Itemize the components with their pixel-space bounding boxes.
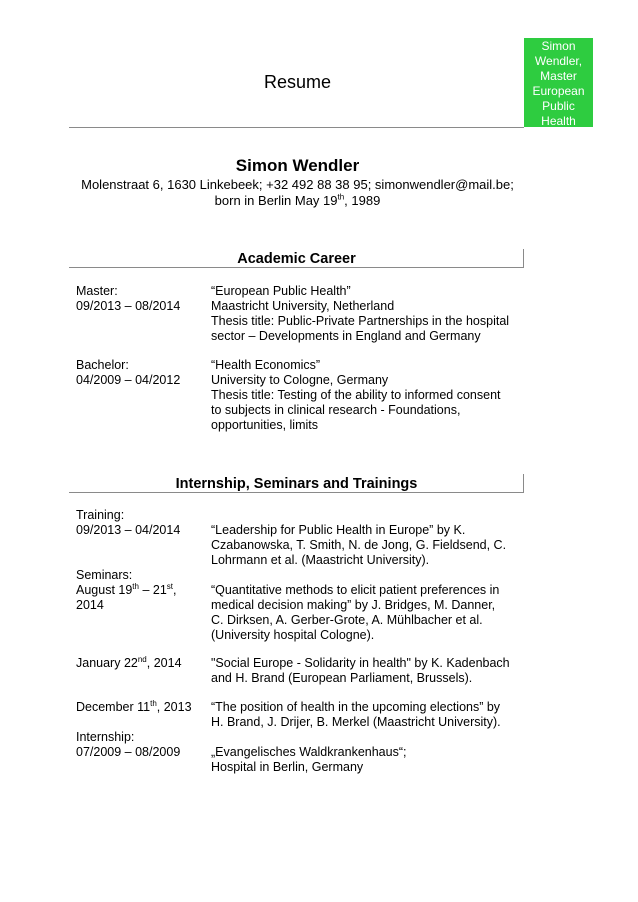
seminar-date: December 11th, 2013: [76, 698, 192, 714]
person-name: Simon Wendler: [235, 156, 360, 175]
degree-details: “Health Economics” University to Cologne, Germany Thesis title: Testing of the ability to informed consent to subjects in clinical research - Foundations, opportunities, limits: [211, 358, 501, 432]
degree-label: Bachelor: 04/2009 – 04/2012: [76, 358, 181, 387]
badge-line: Health: [541, 114, 576, 128]
badge-line: European: [532, 84, 585, 98]
badge-line: Simon: [541, 39, 576, 53]
degree-label: Master: 09/2013 – 08/2014: [76, 284, 181, 313]
training-details: “Leadership for Public Health in Europe” by K. Czabanowska, T. Smith, N. de Jong, G. Fieldsend, C. Lohrmann et al. (Maastricht University).: [211, 523, 507, 567]
title-divider: [69, 127, 524, 128]
seminar-details: “The position of health in the upcoming elections” by H. Brand, J. Drijer, B. Merkel (Maastricht University).: [211, 700, 501, 729]
internship-label: Internship: 07/2009 – 08/2009: [76, 730, 181, 759]
badge-line: Public: [542, 99, 575, 113]
birth-line: born in Berlin May 19th, 1989: [214, 192, 381, 208]
badge-line: Wendler,: [534, 54, 583, 68]
address-line: Molenstraat 6, 1630 Linkebeek; +32 492 88 38 95; simonwendler@mail.be;: [81, 177, 514, 192]
document-title: Resume: [263, 72, 332, 92]
training-label: Training: 09/2013 – 04/2014: [76, 508, 181, 537]
degree-details: “European Public Health” Maastricht University, Netherland Thesis title: Public-Private Partnerships in the hospital sector – Developments in England and Germany: [211, 284, 510, 343]
academic-section-title: Academic Career: [237, 251, 356, 267]
seminar-date: Seminars: August 19th – 21st, 2014: [76, 568, 177, 612]
seminar-date: January 22nd, 2014: [76, 654, 182, 670]
internship-details: „Evangelisches Waldkrankenhaus“; Hospital in Berlin, Germany: [211, 745, 407, 774]
badge-line: Master: [540, 69, 577, 83]
seminar-details: "Social Europe - Solidarity in health" by K. Kadenbach and H. Brand (European Parliament, Brussels).: [211, 656, 510, 685]
internship-section-title: Internship, Seminars and Trainings: [175, 476, 418, 492]
contact-info: [0, 177, 595, 209]
seminar-details: “Quantitative methods to elicit patient preferences in medical decision making” by J. Bridges, M. Danner, C. Dirksen, A. Gerber-Grote, A. Mühlbacher et al. (University hospital Cologne).: [211, 583, 500, 642]
